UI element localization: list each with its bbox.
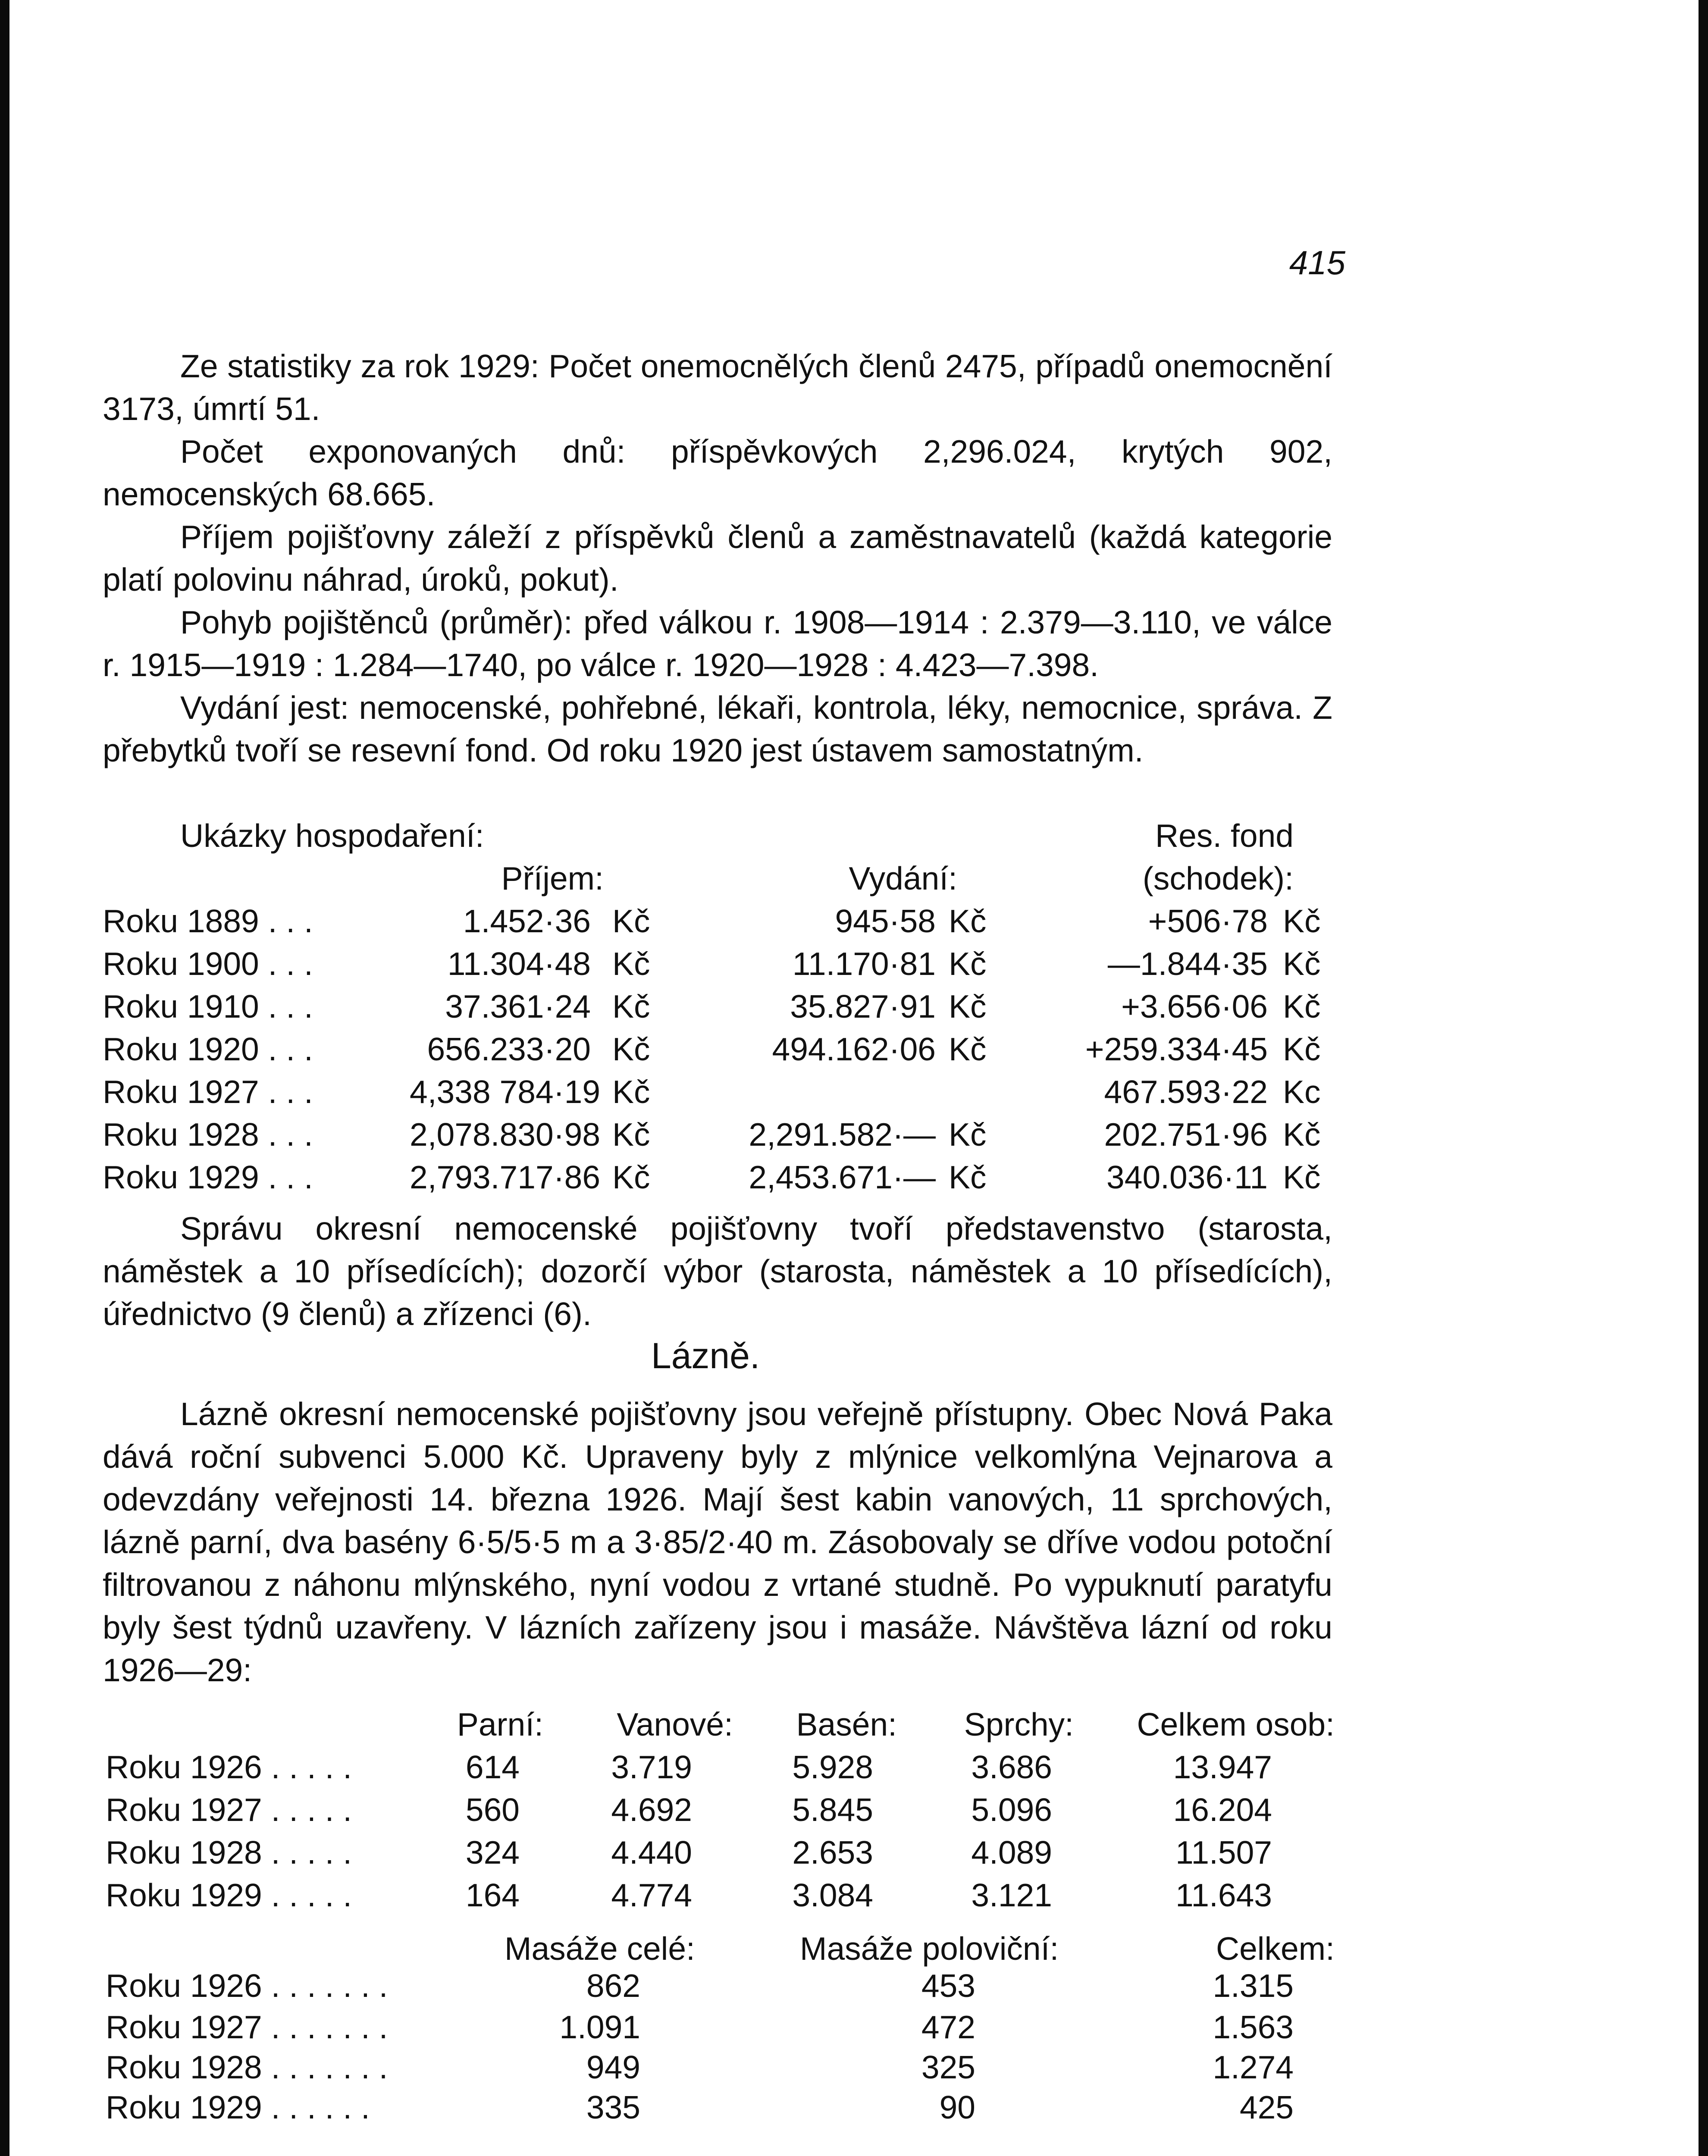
economy-table-title: Ukázky hospodaření: <box>180 818 484 854</box>
cell-fond-unit: Kč <box>1283 946 1321 982</box>
cell-celkem: 16.204 <box>1173 1792 1272 1828</box>
cell-fond: +259.334·45 <box>1085 1031 1268 1067</box>
cell-parni: 324 <box>465 1834 520 1871</box>
cell-vydani: 2,291.582·— <box>749 1116 936 1153</box>
cell-celkem: 11.643 <box>1175 1877 1272 1913</box>
cell-celkem: 1.274 <box>1213 2049 1294 2085</box>
cell-vanove: 3.719 <box>611 1749 692 1785</box>
cell-cele: 862 <box>586 1968 640 2004</box>
cell-polovicni: 325 <box>921 2049 975 2085</box>
paragraph-income: Příjem pojišťovny záleží z příspěvků členů a zaměstnavatelů (každá kategorie platí polovinu náhrad, úroků, pokut). <box>103 519 1332 598</box>
row-label: Roku 1928 . . . . . . . <box>106 2049 388 2085</box>
header-fond-2: (schodek): <box>1142 860 1294 896</box>
cell-celkem: 1.563 <box>1213 2009 1294 2045</box>
cell-prijem-unit: Kč <box>612 1031 650 1067</box>
cell-parni: 560 <box>465 1792 520 1828</box>
cell-cele: 335 <box>586 2089 640 2125</box>
cell-fond: 202.751·96 <box>1104 1116 1268 1153</box>
scan-border-left <box>0 0 9 2156</box>
cell-fond: 467.593·22 <box>1104 1074 1268 1110</box>
cell-parni: 164 <box>465 1877 520 1913</box>
paragraph-expenses: Vydání jest: nemocenské, pohřebné, lékaři, kontrola, léky, nemocnice, správa. Z přebytků tvoří se resevní fond. Od roku 1920 jest ústavem samostatným. <box>103 689 1332 768</box>
cell-celkem: 425 <box>1239 2089 1294 2125</box>
cell-prijem-unit: Kč <box>612 1074 650 1110</box>
cell-fond-unit: Kč <box>1283 1116 1321 1153</box>
header-vanove: Vanové: <box>617 1706 733 1742</box>
row-label: Roku 1926 . . . . . . . <box>106 1968 388 2004</box>
cell-basen: 5.928 <box>792 1749 873 1785</box>
header-parni: Parní: <box>457 1706 543 1742</box>
row-label: Roku 1928 . . . <box>103 1116 313 1153</box>
cell-fond: +3.656·06 <box>1121 988 1268 1025</box>
scan-border-right <box>1699 0 1708 2156</box>
paragraph-exposed-days: Počet exponovaných dnů: příspěvkových 2,296.024, krytých 902, nemocenských 68.665. <box>103 433 1332 512</box>
cell-celkem: 1.315 <box>1213 1968 1294 2004</box>
row-label: Roku 1910 . . . <box>103 988 313 1025</box>
cell-vydani: 494.162·06 <box>772 1031 936 1067</box>
page-number: 415 <box>1289 244 1345 282</box>
paragraph-baths: Lázně okresní nemocenské pojišťovny jsou veřejně přístupny. Obec Nová Paka dává roční subvenci 5.000 Kč. Upraveny byly z mlýnice velkomlýna Vejnarova a odevzdány veřejnosti 14. března 1926. Mají šest kabin vanových, 11 sprchových, lázně parní, dva basény 6·5/5·5 m a 3·85/2·40 m. Zásobovaly se dříve vodou potoční filtrovanou z náhonu mlýnského, nyní vodou z vrtané studně. Po vypuknutí paratyfu byly šest týdnů uzavřeny. V lázních zařízeny jsou i masáže. Návštěva lázní od roku 1926—29: <box>103 1396 1332 1688</box>
cell-vydani-unit: Kč <box>949 988 987 1025</box>
cell-vanove: 4.440 <box>611 1834 692 1871</box>
row-label: Roku 1927 . . . . . . . <box>106 2009 388 2045</box>
cell-basen: 2.653 <box>792 1834 873 1871</box>
cell-fond-unit: Kč <box>1283 903 1321 939</box>
row-label: Roku 1926 . . . . . <box>106 1749 352 1785</box>
cell-prijem: 4,338 784·19 <box>410 1074 601 1110</box>
paragraph-insured-movement: Pohyb pojištěnců (průměr): před válkou r. 1908—1914 : 2.379—3.110, ve válce r. 1915—1919 : 1.284—1740, po válce r. 1920—1928 : 4.423—7.398. <box>103 604 1332 683</box>
cell-prijem: 656.233·20 <box>427 1031 591 1067</box>
header-celkem: Celkem: <box>1216 1930 1335 1967</box>
cell-fond: —1.844·35 <box>1107 946 1268 982</box>
cell-fond-unit: Kč <box>1283 1031 1321 1067</box>
cell-prijem-unit: Kč <box>612 903 650 939</box>
cell-fond-unit: Kč <box>1283 988 1321 1025</box>
cell-prijem: 2,793.717·86 <box>410 1159 601 1195</box>
cell-prijem: 1.452·36 <box>463 903 591 939</box>
cell-prijem-unit: Kč <box>612 1116 650 1153</box>
cell-polovicni: 472 <box>921 2009 975 2045</box>
paragraph-statistics: Ze statistiky za rok 1929: Počet onemocnělých členů 2475, případů onemocnění 3173, úmrtí 51. <box>103 348 1332 427</box>
cell-vydani-unit: Kč <box>949 1116 987 1153</box>
cell-prijem-unit: Kč <box>612 988 650 1025</box>
cell-celkem: 11.507 <box>1175 1834 1272 1871</box>
header-celkem-osob: Celkem osob: <box>1137 1706 1335 1742</box>
paragraph-administration: Správu okresní nemocenské pojišťovny tvoří představenstvo (starosta, náměstek a 10 přísedících); dozorčí výbor (starosta, náměstek a 10 přísedících), úřednictvo (9 členů) a zřízenci (6). <box>103 1210 1332 1332</box>
cell-vydani: 35.827·91 <box>790 988 936 1025</box>
cell-cele: 949 <box>586 2049 640 2085</box>
row-label: Roku 1928 . . . . . <box>106 1834 352 1871</box>
cell-prijem-unit: Kč <box>612 946 650 982</box>
cell-vydani: 11.170·81 <box>792 946 936 982</box>
header-prijem: Příjem: <box>501 860 604 896</box>
cell-polovicni: 453 <box>921 1968 975 2004</box>
row-label: Roku 1920 . . . <box>103 1031 313 1067</box>
cell-sprchy: 4.089 <box>971 1834 1052 1871</box>
cell-polovicni: 90 <box>939 2089 975 2125</box>
row-label: Roku 1889 . . . <box>103 903 313 939</box>
cell-fond-unit: Kč <box>1283 1159 1321 1195</box>
cell-vanove: 4.692 <box>611 1792 692 1828</box>
cell-prijem: 11.304·48 <box>447 946 591 982</box>
cell-sprchy: 3.121 <box>971 1877 1052 1913</box>
header-sprchy: Sprchy: <box>964 1706 1074 1742</box>
section-heading-lazne: Lázně. <box>651 1335 760 1376</box>
cell-sprchy: 5.096 <box>971 1792 1052 1828</box>
cell-parni: 614 <box>465 1749 520 1785</box>
cell-fond: +506·78 <box>1148 903 1268 939</box>
cell-vydani: 2,453.671·— <box>749 1159 936 1195</box>
row-label: Roku 1900 . . . <box>103 946 313 982</box>
cell-vydani-unit: Kč <box>949 1159 987 1195</box>
row-label: Roku 1929 . . . . . <box>106 1877 352 1913</box>
cell-basen: 3.084 <box>792 1877 873 1913</box>
cell-basen: 5.845 <box>792 1792 873 1828</box>
cell-vydani-unit: Kč <box>949 946 987 982</box>
cell-celkem: 13.947 <box>1173 1749 1272 1785</box>
cell-vydani-unit: Kč <box>949 1031 987 1067</box>
cell-prijem: 37.361·24 <box>445 988 591 1025</box>
header-fond-1: Res. fond <box>1155 818 1294 854</box>
cell-fond: 340.036·11 <box>1106 1159 1268 1195</box>
cell-vanove: 4.774 <box>611 1877 692 1913</box>
cell-vydani-unit: Kč <box>949 903 987 939</box>
cell-prijem-unit: Kč <box>612 1159 650 1195</box>
cell-vydani: 945·58 <box>835 903 936 939</box>
row-label: Roku 1927 . . . <box>103 1074 313 1110</box>
row-label: Roku 1927 . . . . . <box>106 1792 352 1828</box>
cell-sprchy: 3.686 <box>971 1749 1052 1785</box>
row-label: Roku 1929 . . . <box>103 1159 313 1195</box>
cell-fond-unit: Kc <box>1283 1074 1321 1110</box>
cell-prijem: 2,078.830·98 <box>410 1116 601 1153</box>
header-masaze-polovicni: Masáže poloviční: <box>800 1930 1059 1967</box>
header-basen: Basén: <box>796 1706 897 1742</box>
header-masaze-cele: Masáže celé: <box>505 1930 695 1967</box>
header-vydani: Vydání: <box>849 860 957 896</box>
cell-cele: 1.091 <box>559 2009 640 2045</box>
row-label: Roku 1929 . . . . . . <box>106 2089 370 2125</box>
